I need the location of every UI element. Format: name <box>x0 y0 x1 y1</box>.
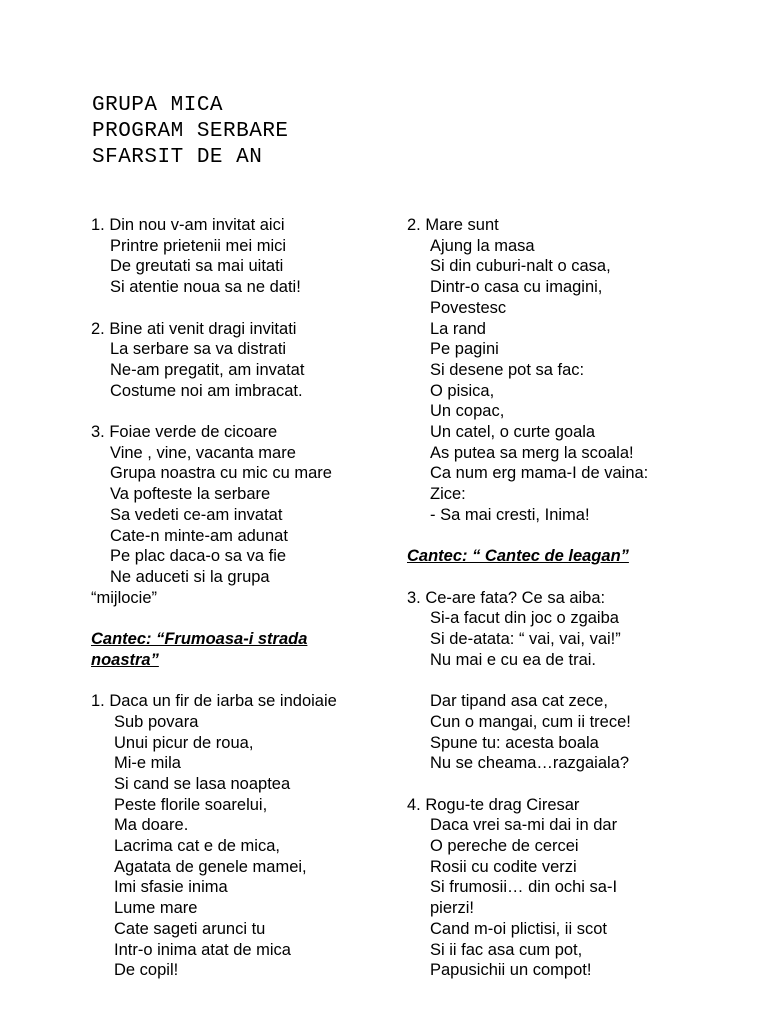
title-line: GRUPA MICA <box>92 94 224 117</box>
left-column <box>91 215 381 981</box>
blank-line <box>407 567 727 588</box>
blank-line <box>407 670 727 691</box>
title-line: SFARSIT DE AN <box>92 146 263 169</box>
poem-line: Va pofteste la serbare <box>110 485 271 504</box>
document-title <box>92 93 289 171</box>
poem-line: Peste florile soarelui, <box>114 795 268 814</box>
poem-line: Sa vedeti ce-am invatat <box>110 505 283 524</box>
poem-line: Intr-o inima atat de mica <box>114 940 291 959</box>
poem-line: Lume mare <box>114 899 198 918</box>
poem-line: Printre prietenii mei mici <box>110 236 287 255</box>
poem-line: Si-a facut din joc o zgaiba <box>430 609 619 628</box>
blank-line <box>407 774 727 795</box>
poem-line: Si desene pot sa fac: <box>430 360 585 379</box>
poem-line: Dar tipand asa cat zece, <box>430 692 608 711</box>
poem-line: Povestesc <box>430 298 507 317</box>
blank-line <box>91 670 381 691</box>
poem-line: pierzi! <box>430 899 475 918</box>
poem-line: Nu se cheama…razgaiala? <box>430 754 630 773</box>
poem-line: Dintr-o casa cu imagini, <box>430 278 603 297</box>
poem-line: La rand <box>430 319 486 338</box>
poem-line: Lacrima cat e de mica, <box>114 837 280 856</box>
poem-line: Cate sageti arunci tu <box>114 919 266 938</box>
poem-line: As putea sa merg la scoala! <box>430 443 634 462</box>
poem-line: Un catel, o curte goala <box>430 423 596 442</box>
poem-line: Nu mai e cu ea de trai. <box>430 650 596 669</box>
song-title: Cantec: “ Cantec de leagan” <box>407 547 629 566</box>
poem-line: 1. Din nou v-am invitat aici <box>91 216 285 234</box>
poem-line: Ma doare. <box>114 816 189 835</box>
poem-line: 4. Rogu-te drag Ciresar <box>407 795 580 814</box>
poem-line: Cun o mangai, cum ii trece! <box>430 712 631 731</box>
poem-line: Spune tu: acesta boala <box>430 733 599 752</box>
poem-line: Si cand se lasa noaptea <box>114 774 291 793</box>
poem-line: Papusichii un compot! <box>430 961 592 980</box>
poem-line: Ne-am pregatit, am invatat <box>110 360 305 379</box>
poem-line: Cand m-oi plictisi, ii scot <box>430 919 607 938</box>
poem-line: Pe plac daca-o sa va fie <box>110 547 287 566</box>
poem-line: O pisica, <box>430 381 495 400</box>
poem-line: 2. Mare sunt <box>407 216 499 234</box>
poem-line: Costume noi am imbracat. <box>110 381 303 400</box>
poem-line: Ca num erg mama-I de vaina: <box>430 464 649 483</box>
poem-line: Zice: <box>430 485 466 504</box>
poem-line: Sub povara <box>114 712 199 731</box>
blank-line <box>407 526 727 547</box>
poem-line: “mijlocie” <box>91 588 157 607</box>
poem-line: Rosii cu codite verzi <box>430 857 577 876</box>
song-title: noastra” <box>91 650 159 669</box>
blank-line <box>91 608 381 629</box>
poem-line: Unui picur de roua, <box>114 733 254 752</box>
poem-line: 2. Bine ati venit dragi invitati <box>91 319 297 338</box>
poem-line: Pe pagini <box>430 340 499 359</box>
poem-line: Vine , vine, vacanta mare <box>110 443 296 462</box>
poem-line: Si ii fac asa cum pot, <box>430 940 583 959</box>
poem-line: O pereche de cercei <box>430 837 579 856</box>
poem-line: Si de-atata: “ vai, vai, vai!” <box>430 630 621 649</box>
poem-line: Grupa noastra cu mic cu mare <box>110 464 332 483</box>
poem-line: Agatata de genele mamei, <box>114 857 307 876</box>
poem-line: 3. Foiae verde de cicoare <box>91 423 278 441</box>
poem-line: Mi-e mila <box>114 754 181 773</box>
poem-line: Si frumosii… din ochi sa-I <box>430 878 618 897</box>
poem-line: - Sa mai cresti, Inima! <box>430 505 590 524</box>
poem-line: Cate-n minte-am adunat <box>110 526 288 545</box>
poem-line: Si din cuburi-nalt o casa, <box>430 257 611 276</box>
poem-line: Ajung la masa <box>430 236 535 255</box>
right-column <box>407 215 727 981</box>
poem-line: Ne aduceti si la grupa <box>110 567 270 586</box>
poem-line: 3. Ce-are fata? Ce sa aiba: <box>407 588 606 607</box>
poem-line: De copil! <box>114 961 179 980</box>
poem-line: Si atentie noua sa ne dati! <box>110 278 301 297</box>
title-line: PROGRAM SERBARE <box>92 120 289 143</box>
poem-line: La serbare sa va distrati <box>110 340 287 359</box>
poem-line: Daca vrei sa-mi dai in dar <box>430 816 618 835</box>
blank-line <box>91 298 381 319</box>
poem-line: Imi sfasie inima <box>114 878 228 897</box>
blank-line <box>91 401 381 422</box>
song-title: Cantec: “Frumoasa-i strada <box>91 630 308 649</box>
poem-line: De greutati sa mai uitati <box>110 257 284 276</box>
poem-line: Un copac, <box>430 402 505 421</box>
poem-line: 1. Daca un fir de iarba se indoiaie <box>91 692 337 711</box>
